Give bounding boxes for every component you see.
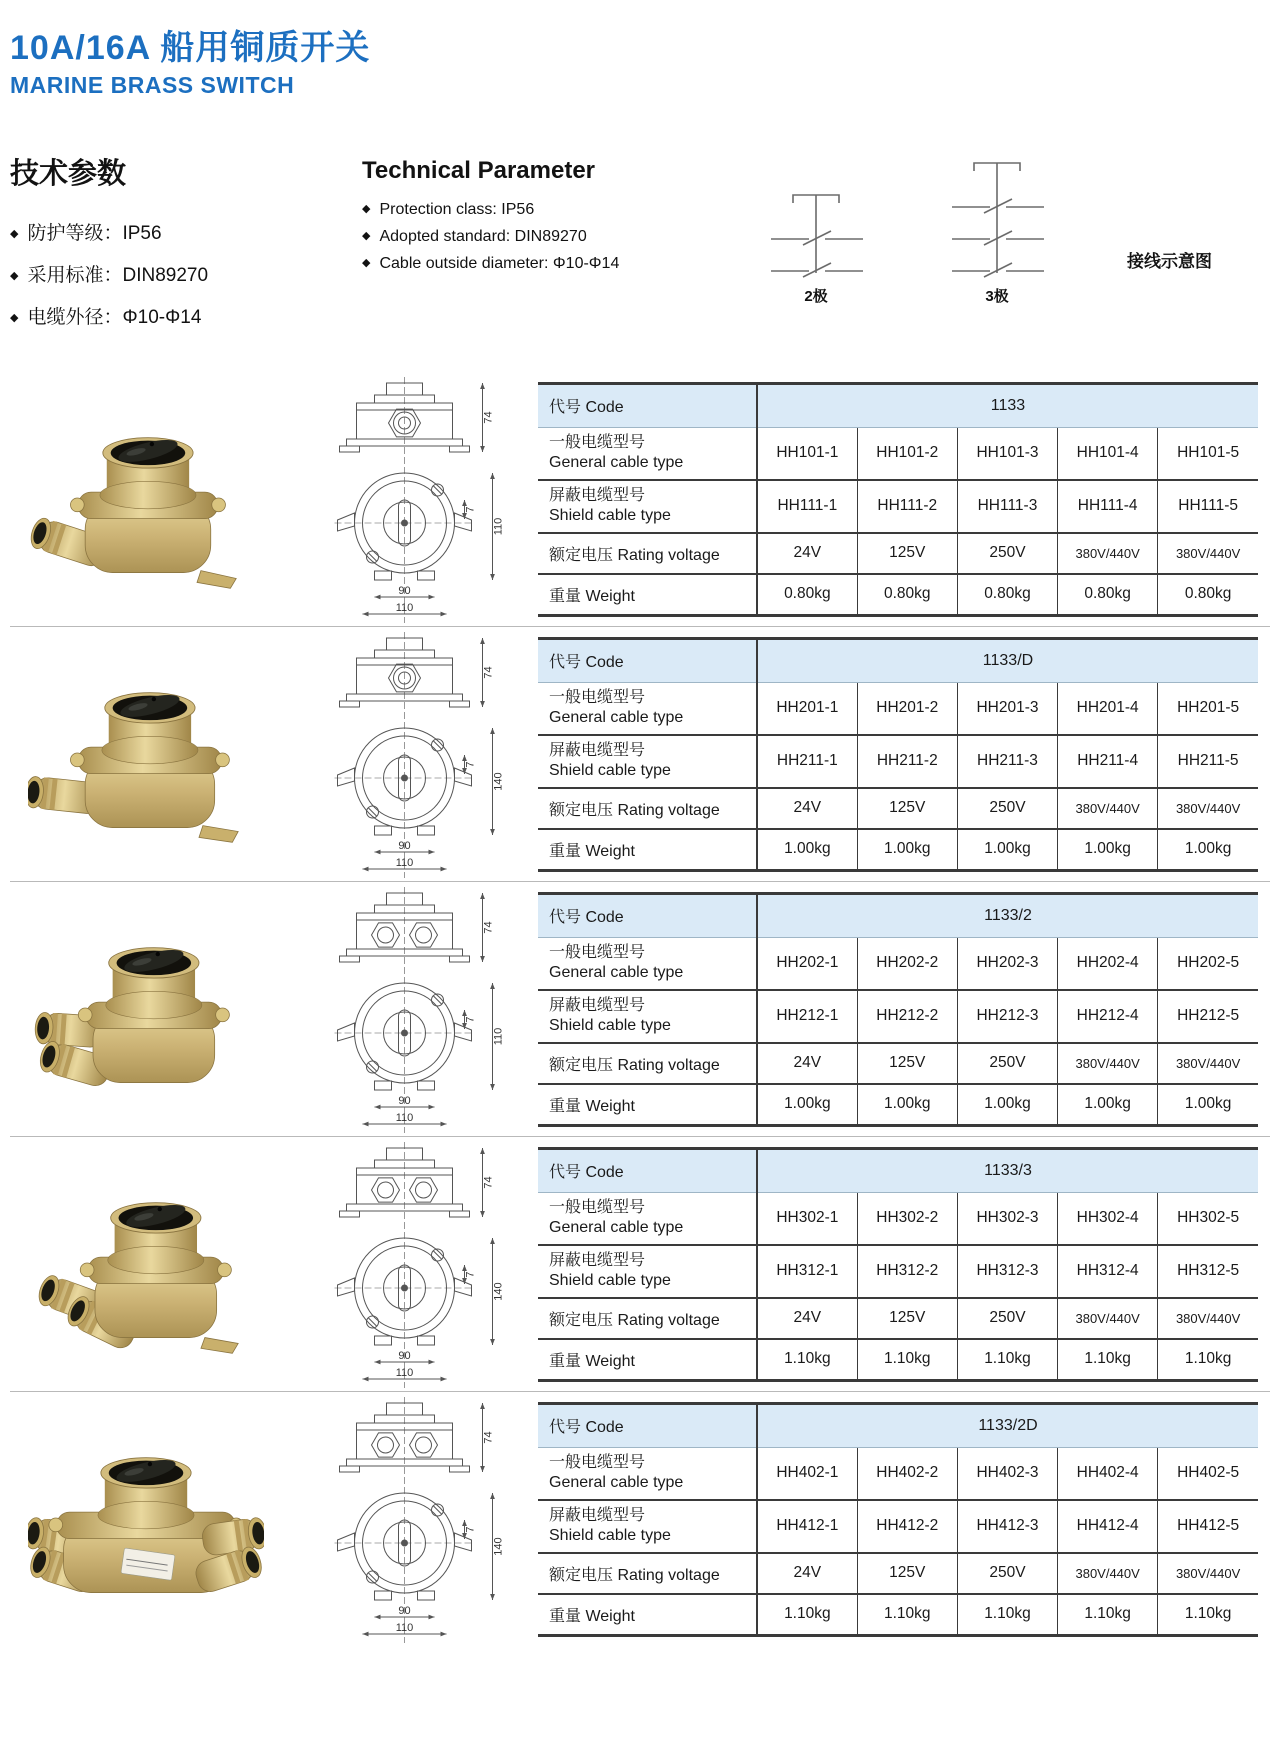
svg-text:90: 90 (398, 1350, 411, 1362)
tech-params-en (362, 151, 718, 282)
svg-text:74: 74 (482, 1176, 495, 1189)
general-cable-type: HH202-5 (1158, 937, 1258, 990)
row-label-shield-en: Shield cable type (549, 507, 671, 524)
row-label-voltage: 额定电压 Rating voltage (538, 788, 757, 829)
weight-value: 1.00kg (957, 1084, 1057, 1126)
row-label-shield-en: Shield cable type (549, 1272, 671, 1289)
general-cable-type: HH101-5 (1158, 427, 1258, 480)
svg-text:110: 110 (395, 857, 414, 869)
param-text: 防护等级：IP56 (27, 223, 162, 244)
shield-cable-type: HH412-5 (1158, 1500, 1258, 1553)
row-label-general-zh: 一般电缆型号 (549, 689, 646, 706)
row-label-general (538, 1192, 757, 1245)
row-label-general-en: General cable type (549, 964, 684, 981)
code-value: 1133/3 (757, 1148, 1258, 1192)
general-cable-type: HH201-5 (1158, 682, 1258, 735)
technical-drawing (282, 1138, 532, 1390)
spec-table-box (532, 382, 1270, 617)
diamond-bullet-icon: ◆ (362, 257, 371, 269)
weight-value: 1.10kg (957, 1339, 1057, 1381)
weight-value: 1.10kg (957, 1594, 1057, 1636)
row-label-code: 代号 Code (538, 1148, 757, 1192)
row-label-weight: 重量 Weight (538, 829, 757, 871)
general-cable-type: HH202-4 (1058, 937, 1158, 990)
shield-cable-type: HH211-2 (857, 735, 957, 788)
weight-value: 0.80kg (1058, 574, 1158, 616)
general-cable-type: HH101-2 (857, 427, 957, 480)
tech-params-heading-en: Technical Parameter (362, 157, 596, 184)
row-label-general (538, 427, 757, 480)
row-label-general-en: General cable type (549, 709, 684, 726)
rating-voltage: 24V (757, 533, 857, 574)
svg-text:110: 110 (395, 1112, 414, 1124)
rating-voltage: 380V/440V (1058, 1298, 1158, 1339)
technical-drawing (282, 1393, 532, 1645)
product-photo (10, 1416, 282, 1622)
weight-value: 1.00kg (1158, 1084, 1258, 1126)
svg-text:90: 90 (398, 840, 411, 852)
row-label-general-en: General cable type (549, 454, 684, 471)
rating-voltage: 380V/440V (1158, 533, 1258, 574)
svg-text:90: 90 (398, 585, 411, 597)
wiring-3pole-figure (934, 151, 1060, 306)
row-label-general (538, 937, 757, 990)
diamond-bullet-icon: ◆ (10, 312, 19, 324)
shield-cable-type: HH312-3 (957, 1245, 1057, 1298)
row-label-shield-zh: 屏蔽电缆型号 (549, 997, 646, 1014)
svg-text:74: 74 (482, 1431, 495, 1444)
table-row-code (538, 1148, 1258, 1192)
svg-text:140: 140 (492, 772, 505, 791)
svg-text:110: 110 (492, 1027, 505, 1046)
svg-text:7: 7 (464, 1271, 477, 1278)
weight-value: 1.00kg (857, 829, 957, 871)
shield-cable-type: HH312-5 (1158, 1245, 1258, 1298)
table-row-shield-cable (538, 480, 1258, 533)
weight-value: 1.00kg (1158, 829, 1258, 871)
table-row-weight (538, 1084, 1258, 1126)
rating-voltage: 125V (857, 788, 957, 829)
row-label-weight: 重量 Weight (538, 574, 757, 616)
spec-table (538, 637, 1258, 872)
weight-value: 1.00kg (957, 829, 1057, 871)
row-label-shield (538, 480, 757, 533)
shield-cable-type: HH212-4 (1058, 990, 1158, 1043)
wiring-2pole-figure (753, 183, 879, 306)
row-label-shield-en: Shield cable type (549, 1017, 671, 1034)
shield-cable-type: HH412-4 (1058, 1500, 1158, 1553)
svg-text:7: 7 (464, 1526, 477, 1533)
table-row-code (538, 1403, 1258, 1447)
weight-value: 1.00kg (1058, 1084, 1158, 1126)
table-row-general-cable (538, 427, 1258, 480)
rating-voltage: 380V/440V (1058, 1043, 1158, 1084)
rating-voltage: 250V (957, 788, 1057, 829)
general-cable-type: HH201-1 (757, 682, 857, 735)
general-cable-type: HH302-1 (757, 1192, 857, 1245)
shield-cable-type: HH212-3 (957, 990, 1057, 1043)
product-photo (10, 906, 282, 1112)
general-cable-type: HH402-5 (1158, 1447, 1258, 1500)
general-cable-type: HH202-1 (757, 937, 857, 990)
weight-value: 1.10kg (1158, 1594, 1258, 1636)
general-cable-type: HH101-1 (757, 427, 857, 480)
product-section (10, 374, 1270, 624)
svg-text:90: 90 (398, 1605, 411, 1617)
row-label-general-en: General cable type (549, 1474, 684, 1491)
row-label-weight: 重量 Weight (538, 1084, 757, 1126)
table-row-voltage (538, 788, 1258, 829)
row-label-voltage: 额定电压 Rating voltage (538, 1298, 757, 1339)
shield-cable-type: HH211-1 (757, 735, 857, 788)
svg-text:140: 140 (492, 1537, 505, 1556)
svg-text:110: 110 (395, 1367, 414, 1379)
shield-cable-type: HH212-2 (857, 990, 957, 1043)
spec-table-box (532, 892, 1270, 1127)
code-value: 1133 (757, 383, 1258, 427)
general-cable-type: HH302-3 (957, 1192, 1057, 1245)
table-row-weight (538, 1594, 1258, 1636)
weight-value: 0.80kg (757, 574, 857, 616)
row-label-shield (538, 990, 757, 1043)
weight-value: 0.80kg (957, 574, 1057, 616)
shield-cable-type: HH412-2 (857, 1500, 957, 1553)
param-text: Cable outside diameter: Φ10-Φ14 (379, 255, 620, 272)
row-label-voltage: 额定电压 Rating voltage (538, 1553, 757, 1594)
rating-voltage: 380V/440V (1158, 1043, 1258, 1084)
general-cable-type: HH402-1 (757, 1447, 857, 1500)
general-cable-type: HH202-2 (857, 937, 957, 990)
row-label-voltage: 额定电压 Rating voltage (538, 1043, 757, 1084)
table-row-general-cable (538, 937, 1258, 990)
technical-drawing (282, 373, 532, 625)
row-label-shield-en: Shield cable type (549, 762, 671, 779)
row-label-code: 代号 Code (538, 383, 757, 427)
weight-value: 1.10kg (1058, 1339, 1158, 1381)
rating-voltage: 250V (957, 1553, 1057, 1594)
weight-value: 0.80kg (1158, 574, 1258, 616)
row-label-weight: 重量 Weight (538, 1339, 757, 1381)
wiring-caption: 接线示意图 (1127, 252, 1212, 271)
rating-voltage: 380V/440V (1158, 788, 1258, 829)
table-row-general-cable (538, 1447, 1258, 1500)
row-label-shield (538, 1500, 757, 1553)
product-section (10, 1394, 1270, 1644)
row-label-general-zh: 一般电缆型号 (549, 1199, 646, 1216)
spec-table-box (532, 1402, 1270, 1637)
table-row-voltage (538, 533, 1258, 574)
svg-text:140: 140 (492, 1282, 505, 1301)
table-row-general-cable (538, 682, 1258, 735)
general-cable-type: HH302-4 (1058, 1192, 1158, 1245)
shield-cable-type: HH312-2 (857, 1245, 957, 1298)
spec-table-box (532, 1147, 1270, 1382)
general-cable-type: HH402-4 (1058, 1447, 1158, 1500)
rating-voltage: 24V (757, 1553, 857, 1594)
row-label-code: 代号 Code (538, 638, 757, 682)
shield-cable-type: HH412-3 (957, 1500, 1057, 1553)
shield-cable-type: HH212-5 (1158, 990, 1258, 1043)
shield-cable-type: HH412-1 (757, 1500, 857, 1553)
svg-text:110: 110 (395, 602, 414, 614)
row-label-code: 代号 Code (538, 1403, 757, 1447)
general-cable-type: HH201-2 (857, 682, 957, 735)
page-title-en: MARINE BRASS SWITCH (10, 72, 295, 98)
row-label-general (538, 1447, 757, 1500)
product-sections (10, 374, 1270, 1644)
general-cable-type: HH101-3 (957, 427, 1057, 480)
table-row-voltage (538, 1553, 1258, 1594)
svg-text:74: 74 (482, 666, 495, 679)
wiring-schematic (718, 151, 1270, 310)
general-cable-type: HH402-2 (857, 1447, 957, 1500)
rating-voltage: 380V/440V (1158, 1553, 1258, 1594)
general-cable-type: HH402-3 (957, 1447, 1057, 1500)
technical-drawing (282, 883, 532, 1135)
diamond-bullet-icon: ◆ (10, 228, 19, 240)
rating-voltage: 125V (857, 1553, 957, 1594)
param-item (362, 228, 718, 246)
row-label-shield-zh: 屏蔽电缆型号 (549, 742, 646, 759)
page-title-zh: 10A/16A 船用铜质开关 (10, 29, 371, 67)
param-text: 采用标准：DIN89270 (27, 265, 209, 286)
weight-value: 1.10kg (1058, 1594, 1158, 1636)
rating-voltage: 250V (957, 533, 1057, 574)
rating-voltage: 380V/440V (1058, 788, 1158, 829)
technical-parameters-row (10, 151, 1270, 344)
row-label-shield (538, 1245, 757, 1298)
shield-cable-type: HH312-1 (757, 1245, 857, 1298)
row-label-general-zh: 一般电缆型号 (549, 944, 646, 961)
weight-value: 1.00kg (757, 829, 857, 871)
svg-text:7: 7 (464, 1016, 477, 1023)
shield-cable-type: HH211-3 (957, 735, 1057, 788)
svg-text:110: 110 (492, 517, 505, 536)
row-label-shield-zh: 屏蔽电缆型号 (549, 487, 646, 504)
weight-value: 1.10kg (857, 1594, 957, 1636)
shield-cable-type: HH111-1 (757, 480, 857, 533)
row-label-general-zh: 一般电缆型号 (549, 434, 646, 451)
shield-cable-type: HH111-3 (957, 480, 1057, 533)
table-row-code (538, 638, 1258, 682)
svg-text:7: 7 (464, 506, 477, 513)
weight-value: 1.10kg (857, 1339, 957, 1381)
param-text: 电缆外径：Φ10-Φ14 (27, 307, 202, 328)
svg-text:110: 110 (395, 1622, 414, 1634)
table-row-voltage (538, 1298, 1258, 1339)
shield-cable-type: HH111-2 (857, 480, 957, 533)
param-item (362, 255, 718, 273)
weight-value: 1.00kg (857, 1084, 957, 1126)
product-photo (10, 1161, 282, 1367)
product-section (10, 629, 1270, 879)
shield-cable-type: HH211-4 (1058, 735, 1158, 788)
table-row-shield-cable (538, 1245, 1258, 1298)
weight-value: 0.80kg (857, 574, 957, 616)
section-divider (10, 1136, 1270, 1137)
param-item (10, 218, 362, 245)
technical-drawing (282, 628, 532, 880)
rating-voltage: 250V (957, 1043, 1057, 1084)
row-label-weight: 重量 Weight (538, 1594, 757, 1636)
spec-table-box (532, 637, 1270, 872)
section-divider (10, 626, 1270, 627)
code-value: 1133/2D (757, 1403, 1258, 1447)
product-section (10, 884, 1270, 1134)
table-row-shield-cable (538, 1500, 1258, 1553)
shield-cable-type: HH111-5 (1158, 480, 1258, 533)
spec-table (538, 892, 1258, 1127)
rating-voltage: 24V (757, 788, 857, 829)
code-value: 1133/2 (757, 893, 1258, 937)
svg-text:90: 90 (398, 1095, 411, 1107)
rating-voltage: 380V/440V (1158, 1298, 1258, 1339)
svg-text:74: 74 (482, 411, 495, 424)
spec-table (538, 382, 1258, 617)
rating-voltage: 125V (857, 533, 957, 574)
rating-voltage: 250V (957, 1298, 1057, 1339)
diamond-bullet-icon: ◆ (362, 230, 371, 242)
rating-voltage: 24V (757, 1043, 857, 1084)
row-label-shield-zh: 屏蔽电缆型号 (549, 1252, 646, 1269)
2pole-schematic-icon (753, 183, 879, 279)
rating-voltage: 125V (857, 1043, 957, 1084)
rating-voltage: 125V (857, 1298, 957, 1339)
table-row-voltage (538, 1043, 1258, 1084)
3pole-schematic-icon (934, 151, 1060, 279)
weight-value: 1.00kg (757, 1084, 857, 1126)
table-row-shield-cable (538, 735, 1258, 788)
shield-cable-type: HH211-5 (1158, 735, 1258, 788)
general-cable-type: HH302-5 (1158, 1192, 1258, 1245)
svg-text:74: 74 (482, 921, 495, 934)
spec-table (538, 1402, 1258, 1637)
row-label-general (538, 682, 757, 735)
param-item (10, 260, 362, 287)
param-text: Protection class: IP56 (379, 201, 535, 218)
row-label-shield (538, 735, 757, 788)
param-item (10, 302, 362, 329)
weight-value: 1.10kg (1158, 1339, 1258, 1381)
param-item (362, 201, 718, 219)
shield-cable-type: HH212-1 (757, 990, 857, 1043)
param-text: Adopted standard: DIN89270 (379, 228, 587, 245)
code-value: 1133/D (757, 638, 1258, 682)
weight-value: 1.10kg (757, 1594, 857, 1636)
diamond-bullet-icon: ◆ (10, 270, 19, 282)
table-row-general-cable (538, 1192, 1258, 1245)
table-row-code (538, 383, 1258, 427)
row-label-voltage: 额定电压 Rating voltage (538, 533, 757, 574)
tech-params-heading-zh: 技术参数 (10, 158, 127, 190)
rating-voltage: 380V/440V (1058, 1553, 1158, 1594)
diamond-bullet-icon: ◆ (362, 203, 371, 215)
shield-cable-type: HH111-4 (1058, 480, 1158, 533)
table-row-shield-cable (538, 990, 1258, 1043)
rating-voltage: 380V/440V (1058, 533, 1158, 574)
row-label-general-zh: 一般电缆型号 (549, 1454, 646, 1471)
3pole-label: 3极 (985, 288, 1009, 305)
row-label-code: 代号 Code (538, 893, 757, 937)
section-divider (10, 881, 1270, 882)
weight-value: 1.00kg (1058, 829, 1158, 871)
rating-voltage: 24V (757, 1298, 857, 1339)
table-row-code (538, 893, 1258, 937)
product-section (10, 1139, 1270, 1389)
general-cable-type: HH201-4 (1058, 682, 1158, 735)
section-divider (10, 1391, 1270, 1392)
shield-cable-type: HH312-4 (1058, 1245, 1158, 1298)
general-cable-type: HH101-4 (1058, 427, 1158, 480)
general-cable-type: HH202-3 (957, 937, 1057, 990)
row-label-general-en: General cable type (549, 1219, 684, 1236)
table-row-weight (538, 829, 1258, 871)
spec-table (538, 1147, 1258, 1382)
row-label-shield-en: Shield cable type (549, 1527, 671, 1544)
tech-params-zh (10, 151, 362, 344)
table-row-weight (538, 574, 1258, 616)
2pole-label: 2极 (804, 288, 828, 305)
row-label-shield-zh: 屏蔽电缆型号 (549, 1507, 646, 1524)
weight-value: 1.10kg (757, 1339, 857, 1381)
product-photo (10, 651, 282, 857)
general-cable-type: HH201-3 (957, 682, 1057, 735)
svg-text:7: 7 (464, 761, 477, 768)
table-row-weight (538, 1339, 1258, 1381)
general-cable-type: HH302-2 (857, 1192, 957, 1245)
product-photo (10, 396, 282, 602)
